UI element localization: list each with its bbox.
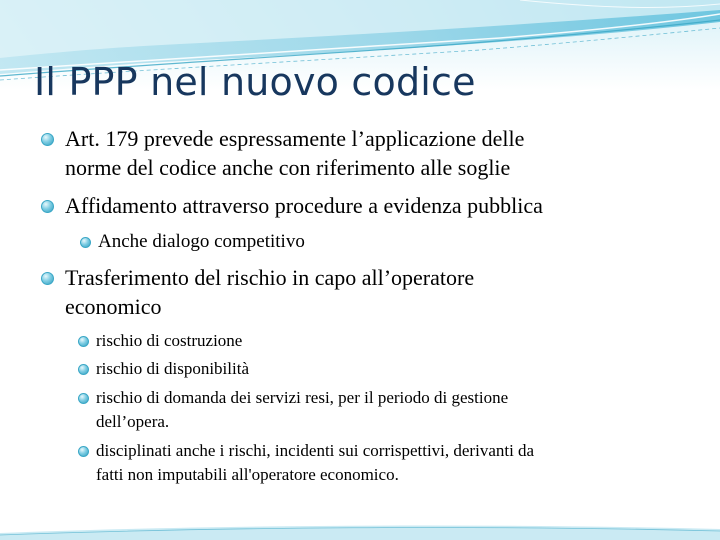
bullet-icon xyxy=(78,393,89,404)
bullet-line: rischio di domanda dei servizi resi, per il periodo di gestione xyxy=(96,388,509,407)
bullet-item-trasferimento-rischio xyxy=(65,263,474,321)
bullet-line: Trasferimento del rischio in capo all’operatore xyxy=(65,265,475,290)
bullet-line: Art. 179 prevede espressamente l’applicazione delle xyxy=(65,126,525,151)
bullet-line: dell’opera. xyxy=(96,412,170,431)
bullet-line: rischio di costruzione xyxy=(96,331,243,350)
sub-bullet-rischi-disciplinati xyxy=(96,439,534,487)
bullet-line: rischio di disponibilità xyxy=(96,359,249,378)
footer-wave-decoration xyxy=(0,515,720,540)
bullet-line: norme del codice anche con riferimento alle soglie xyxy=(65,155,511,180)
bullet-icon xyxy=(80,237,91,248)
bullet-icon xyxy=(78,336,89,347)
sub-bullet-dialogo-competitivo xyxy=(98,229,305,254)
sub-bullet-rischio-domanda xyxy=(96,386,508,434)
bullet-icon xyxy=(41,133,54,146)
bullet-icon xyxy=(78,364,89,375)
bullet-line: economico xyxy=(65,294,162,319)
sub-bullet-rischio-disponibilita xyxy=(96,357,249,381)
bullet-icon xyxy=(41,200,54,213)
bullet-line: Affidamento attraverso procedure a evidenza pubblica xyxy=(65,193,543,218)
bullet-item-affidamento xyxy=(65,191,543,220)
bullet-line: Anche dialogo competitivo xyxy=(98,231,305,252)
bullet-line: disciplinati anche i rischi, incidenti sui corrispettivi, derivanti da xyxy=(96,441,535,460)
sub-bullet-rischio-costruzione xyxy=(96,329,242,353)
slide-title: Il PPP nel nuovo codice xyxy=(34,60,476,104)
bullet-icon xyxy=(78,446,89,457)
bullet-icon xyxy=(41,272,54,285)
bullet-item-art-179 xyxy=(65,124,524,182)
bullet-line: fatti non imputabili all'operatore economico. xyxy=(96,465,399,484)
